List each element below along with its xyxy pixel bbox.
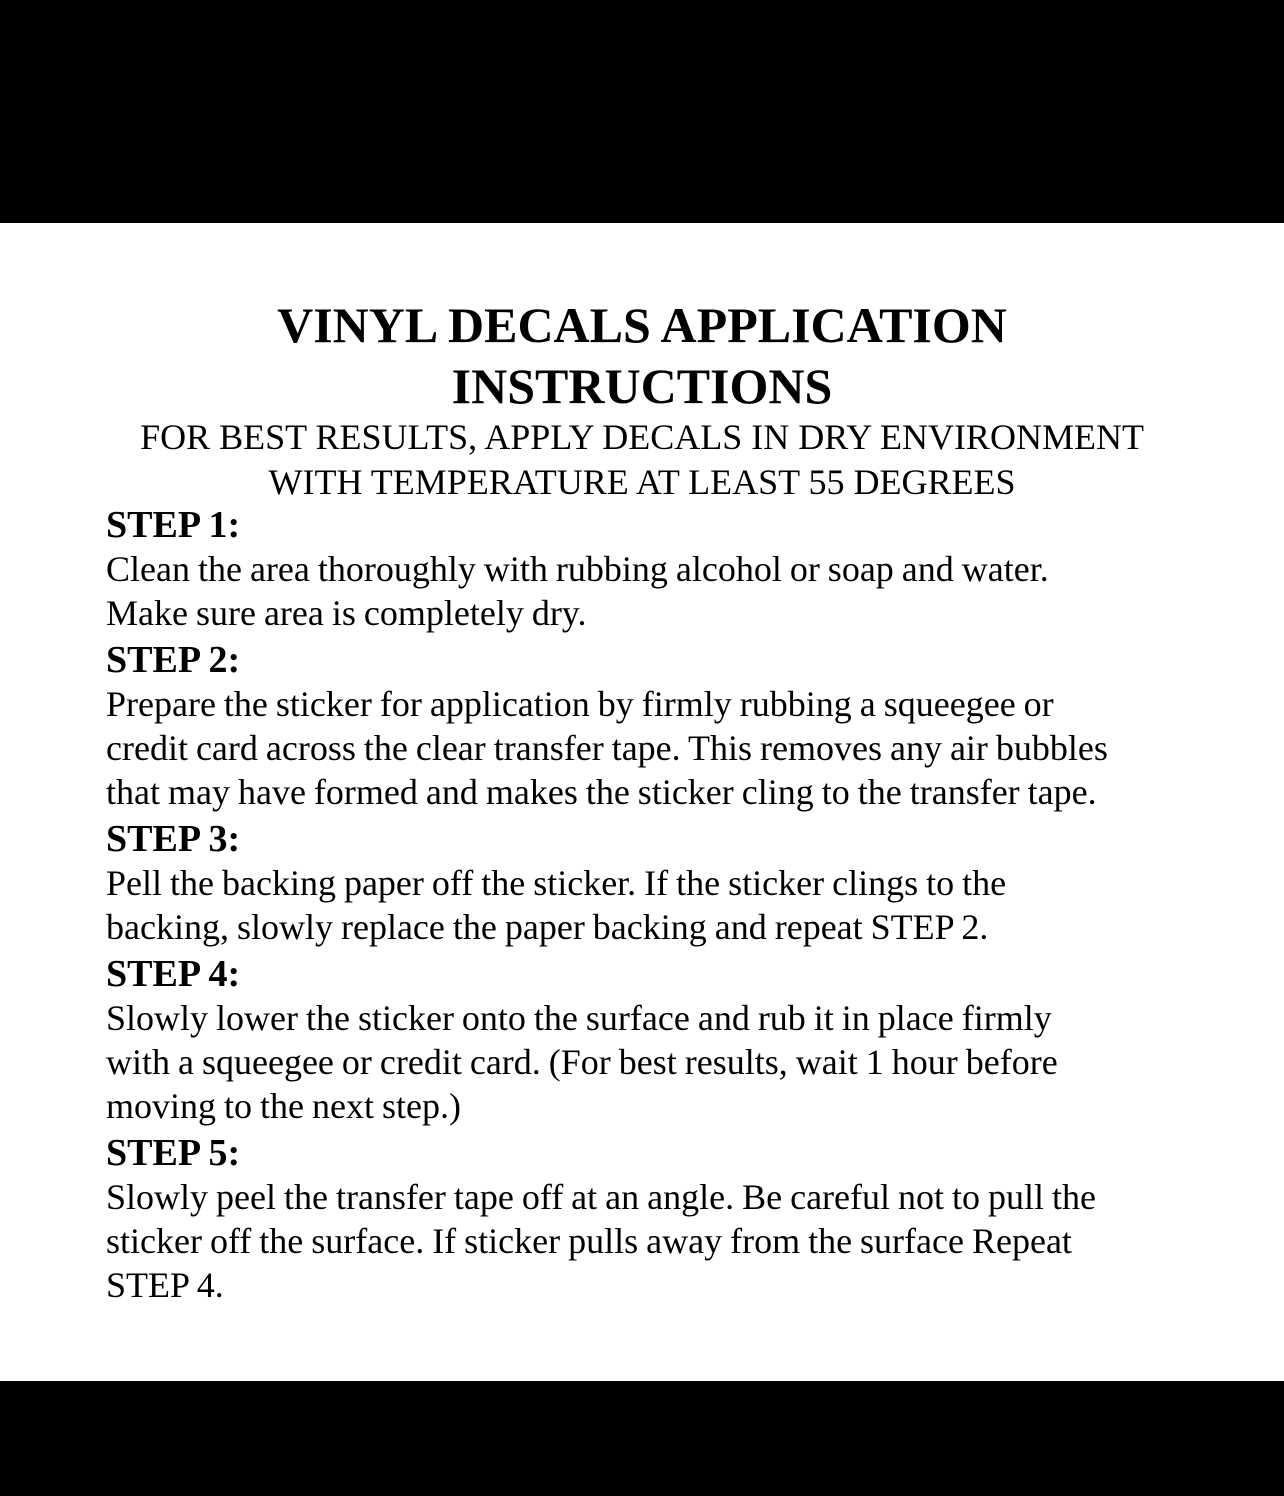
step-heading: STEP 4: [106, 953, 241, 995]
bottom-black-bar [0, 1381, 1284, 1496]
step-heading: STEP 1: [106, 504, 241, 546]
step-2 [106, 638, 1256, 814]
subtitle-line-2: WITH TEMPERATURE AT LEAST 55 DEGREES [268, 462, 1016, 502]
title-line-2: INSTRUCTIONS [451, 358, 833, 414]
instruction-card [0, 223, 1284, 1381]
subtitle-line-1: FOR BEST RESULTS, APPLY DECALS IN DRY ENVIRONMENT [140, 417, 1144, 457]
step-1 [106, 503, 1256, 635]
page-title [0, 295, 1284, 417]
top-black-bar [0, 0, 1284, 223]
step-heading: STEP 5: [106, 1132, 241, 1174]
title-line-1: VINYL DECALS APPLICATION [277, 297, 1007, 353]
step-heading: STEP 2: [106, 639, 241, 681]
step-text: Slowly lower the sticker onto the surface and rub it in place firmly with a squeegee or credit card. (For best results, wait 1 hour before moving to the next step.) [106, 998, 1058, 1126]
step-text: Pell the backing paper off the sticker. If the sticker clings to the backing, slowly replace the paper backing and repeat STEP 2. [106, 863, 1007, 947]
step-5 [106, 1131, 1256, 1307]
steps-list [106, 503, 1256, 1310]
step-text: Slowly peel the transfer tape off at an angle. Be careful not to pull the sticker off the surface. If sticker pulls away from the surface Repeat STEP 4. [106, 1177, 1096, 1305]
step-heading: STEP 3: [106, 818, 241, 860]
step-text: Prepare the sticker for application by firmly rubbing a squeegee or credit card across the clear transfer tape. This removes any air bubbles that may have formed and makes the sticker cling to the transfer tape. [106, 684, 1108, 812]
step-4 [106, 952, 1256, 1128]
step-3 [106, 817, 1256, 949]
subtitle [0, 415, 1284, 505]
step-text: Clean the area thoroughly with rubbing alcohol or soap and water. Make sure area is completely dry. [106, 549, 1049, 633]
